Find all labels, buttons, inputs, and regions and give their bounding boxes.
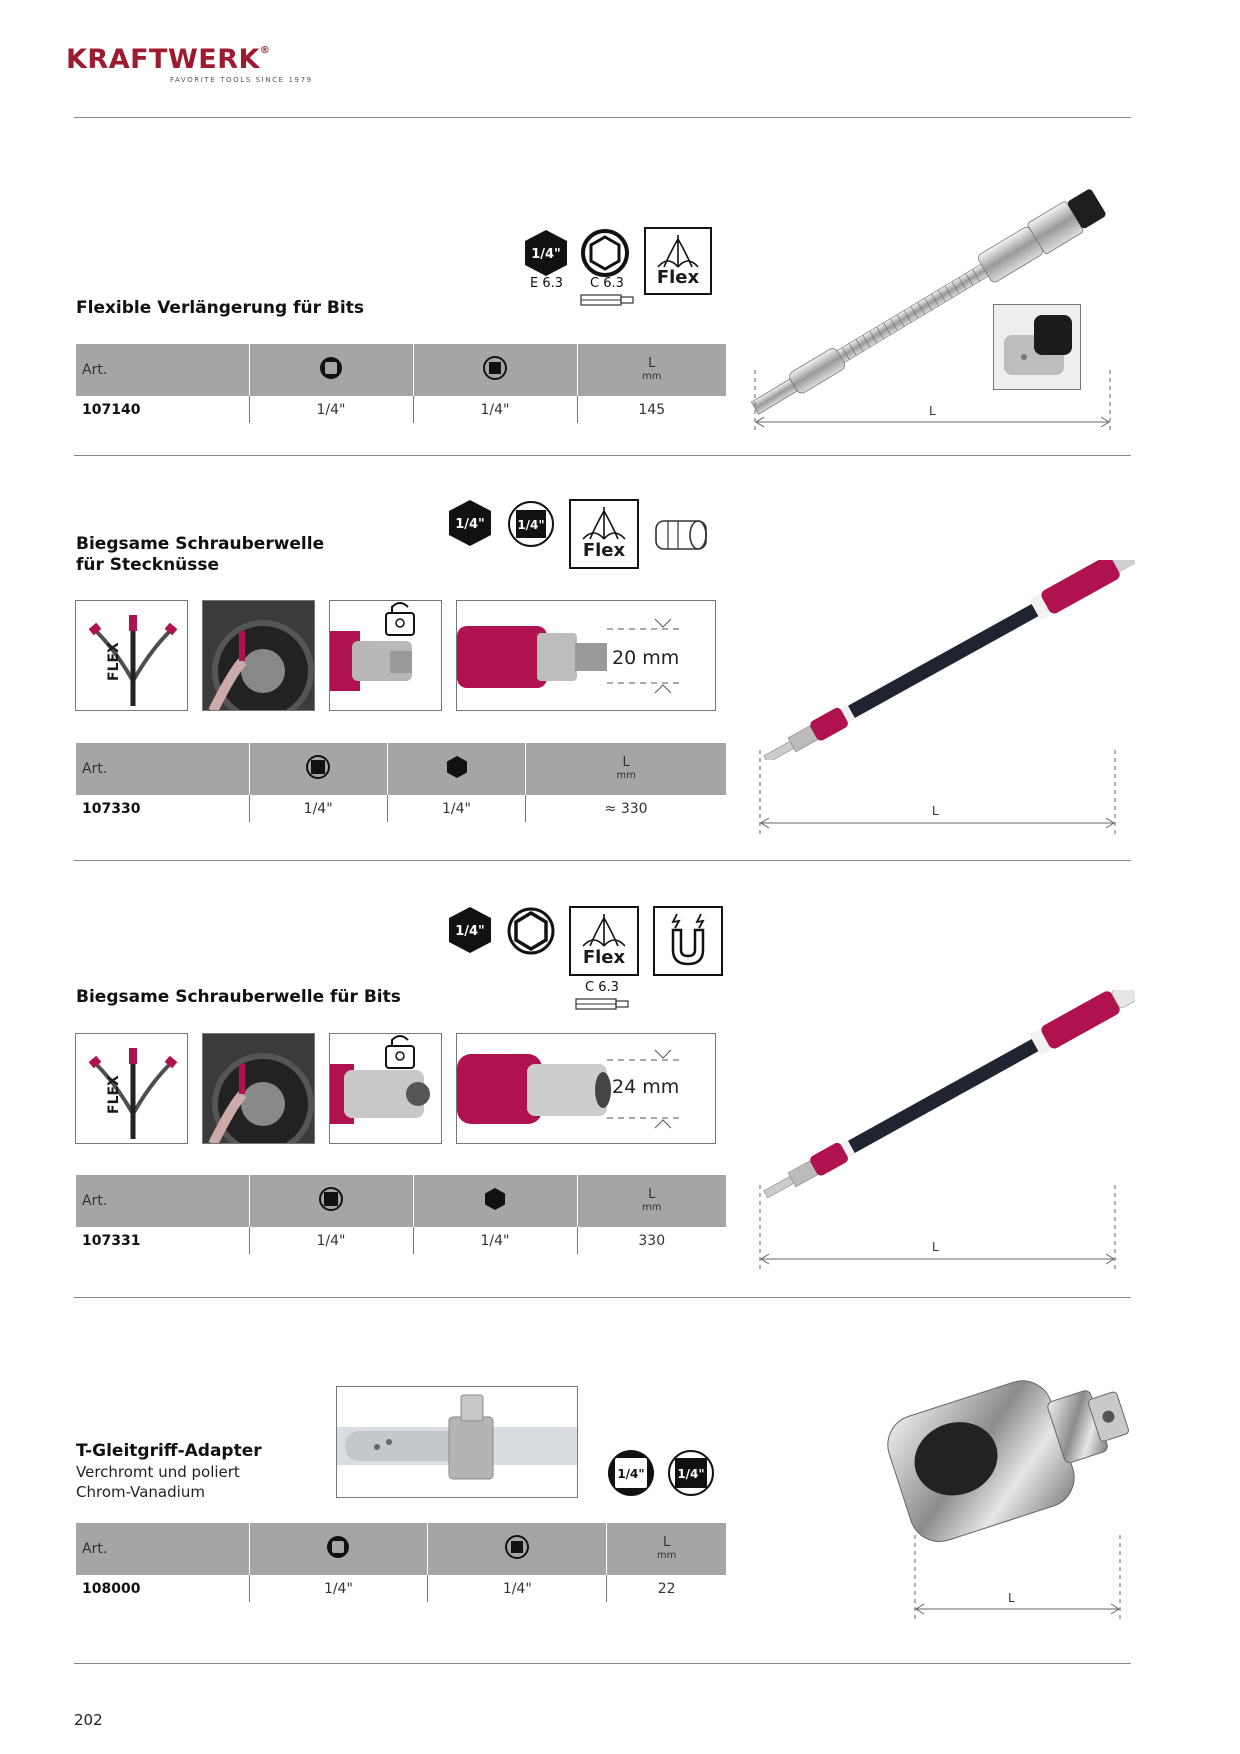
cell-length: 22 (607, 1575, 726, 1602)
dimension-line (755, 750, 1135, 835)
table-row (76, 1575, 726, 1602)
dimension-value: 24 mm (612, 1076, 680, 1098)
header-art: Art. (76, 344, 249, 396)
flexible-shaft-image (755, 990, 1135, 1200)
flex-icon-label: Flex (582, 947, 626, 968)
adapter-usage-image (336, 1386, 578, 1498)
header-drive-out (413, 344, 577, 396)
divider (74, 860, 1131, 861)
dimension-value: 20 mm (612, 647, 680, 669)
product-description: Verchromt und poliert Chrom-Vanadium (76, 1463, 240, 1501)
hex-socket-icon (506, 906, 556, 956)
table-row (76, 795, 726, 822)
square-socket-icon (318, 1186, 344, 1212)
bit-icon (575, 997, 635, 1011)
table-row (76, 1227, 726, 1254)
hex-drive-icon (482, 1186, 508, 1212)
lock-detail-image (329, 1033, 442, 1144)
flex-icon-label: Flex (582, 540, 626, 561)
usage-photo (202, 1033, 315, 1144)
cell-drive-in: 1/4" (249, 795, 387, 822)
cell-drive-out: 1/4" (413, 1227, 577, 1254)
brand-logo (66, 46, 313, 84)
dimension-label: L (1008, 1591, 1015, 1605)
hex-label: E 6.3 (530, 276, 564, 291)
cell-length: ≈ 330 (526, 795, 726, 822)
hex-drive-icon (444, 754, 470, 780)
svg-text:1/4": 1/4" (531, 247, 561, 262)
cell-drive-out: 1/4" (413, 396, 577, 423)
product-title: Flexible Verlängerung für Bits (76, 298, 364, 318)
cell-drive-in: 1/4" (249, 1575, 428, 1602)
square-socket-icon (305, 754, 331, 780)
hex-drive-icon (447, 905, 493, 955)
dimension-label: L (929, 404, 936, 418)
header-length: L mm (526, 743, 726, 795)
header-drive-out (387, 743, 525, 795)
spec-table (76, 1523, 726, 1602)
spec-table (76, 1175, 726, 1254)
dimension-line (910, 1535, 1130, 1620)
cell-length: 145 (577, 396, 726, 423)
bit-label: C 6.3 (585, 980, 619, 995)
flex-icon (569, 906, 639, 976)
header-length: L mm (577, 344, 726, 396)
dimension-label: L (932, 1240, 939, 1254)
brand-name: KRAFTWERK® (66, 44, 271, 75)
cell-length: 330 (577, 1227, 726, 1254)
cell-drive-out: 1/4" (387, 795, 525, 822)
divider (74, 1297, 1131, 1298)
product-title: T-Gleitgriff-Adapter (76, 1441, 262, 1461)
flex-label: FLEX (106, 642, 122, 681)
square-drive-icon (325, 1534, 351, 1560)
square-socket-icon (504, 1534, 530, 1560)
dimension-detail-image (456, 1033, 716, 1144)
square-socket-icon (482, 355, 508, 381)
divider (74, 1663, 1131, 1664)
table-header-row (76, 1175, 726, 1227)
flex-label: FLEX (106, 1075, 122, 1114)
header-drive-in (249, 743, 387, 795)
square-drive-icon (606, 1448, 656, 1498)
header-drive-out (428, 1523, 607, 1575)
cell-art: 108000 (82, 1580, 141, 1597)
flex-icon (644, 227, 712, 295)
header-art: Art. (76, 743, 249, 795)
divider (74, 117, 1131, 118)
hex-socket-icon (580, 228, 630, 278)
spec-table (76, 344, 726, 423)
dimension-label: L (932, 804, 939, 818)
svg-text:1/4": 1/4" (677, 1467, 705, 1481)
header-drive-in (249, 1523, 428, 1575)
cell-art: 107331 (82, 1232, 141, 1249)
header-drive-out (413, 1175, 577, 1227)
table-row (76, 396, 726, 423)
magnet-icon (653, 906, 723, 976)
brand-tagline: FAVORITE TOOLS SINCE 1979 (170, 76, 313, 84)
header-length: L mm (607, 1523, 726, 1575)
flexible-shaft-image (755, 560, 1135, 760)
square-drive-icon (318, 355, 344, 381)
product-title: Biegsame Schrauberwelle für Stecknüsse (76, 534, 325, 575)
flex-demo-image (75, 600, 188, 711)
spec-table (76, 743, 726, 822)
dimension-line (750, 370, 1130, 430)
lock-detail-image (329, 600, 442, 711)
page-number: 202 (74, 1711, 103, 1729)
cell-art: 107330 (82, 800, 141, 817)
socket-icon (652, 515, 712, 555)
usage-photo (202, 600, 315, 711)
svg-text:1/4": 1/4" (455, 517, 485, 532)
header-drive-in (249, 344, 413, 396)
header-drive-in (249, 1175, 413, 1227)
table-header-row (76, 743, 726, 795)
svg-text:1/4": 1/4" (617, 1467, 645, 1481)
cell-drive-in: 1/4" (249, 1227, 413, 1254)
table-header-row (76, 344, 726, 396)
hex-drive-icon (447, 498, 493, 548)
header-length: L mm (577, 1175, 726, 1227)
square-socket-icon (666, 1448, 716, 1498)
divider (74, 455, 1131, 456)
hex-drive-icon (523, 228, 569, 278)
cell-drive-in: 1/4" (249, 396, 413, 423)
product-title: Biegsame Schrauberwelle für Bits (76, 987, 401, 1007)
flex-demo-image (75, 1033, 188, 1144)
svg-text:1/4": 1/4" (455, 924, 485, 939)
header-art: Art. (76, 1523, 249, 1575)
header-art: Art. (76, 1175, 249, 1227)
table-header-row (76, 1523, 726, 1575)
flex-icon-label: Flex (656, 267, 700, 288)
square-socket-icon (506, 499, 556, 549)
svg-text:1/4": 1/4" (517, 518, 545, 532)
cell-drive-out: 1/4" (428, 1575, 607, 1602)
dimension-line (755, 1185, 1135, 1270)
dimension-detail-image (456, 600, 716, 711)
cell-art: 107140 (82, 401, 141, 418)
bit-icon (580, 293, 640, 307)
flex-icon (569, 499, 639, 569)
bit-label: C 6.3 (590, 276, 624, 291)
